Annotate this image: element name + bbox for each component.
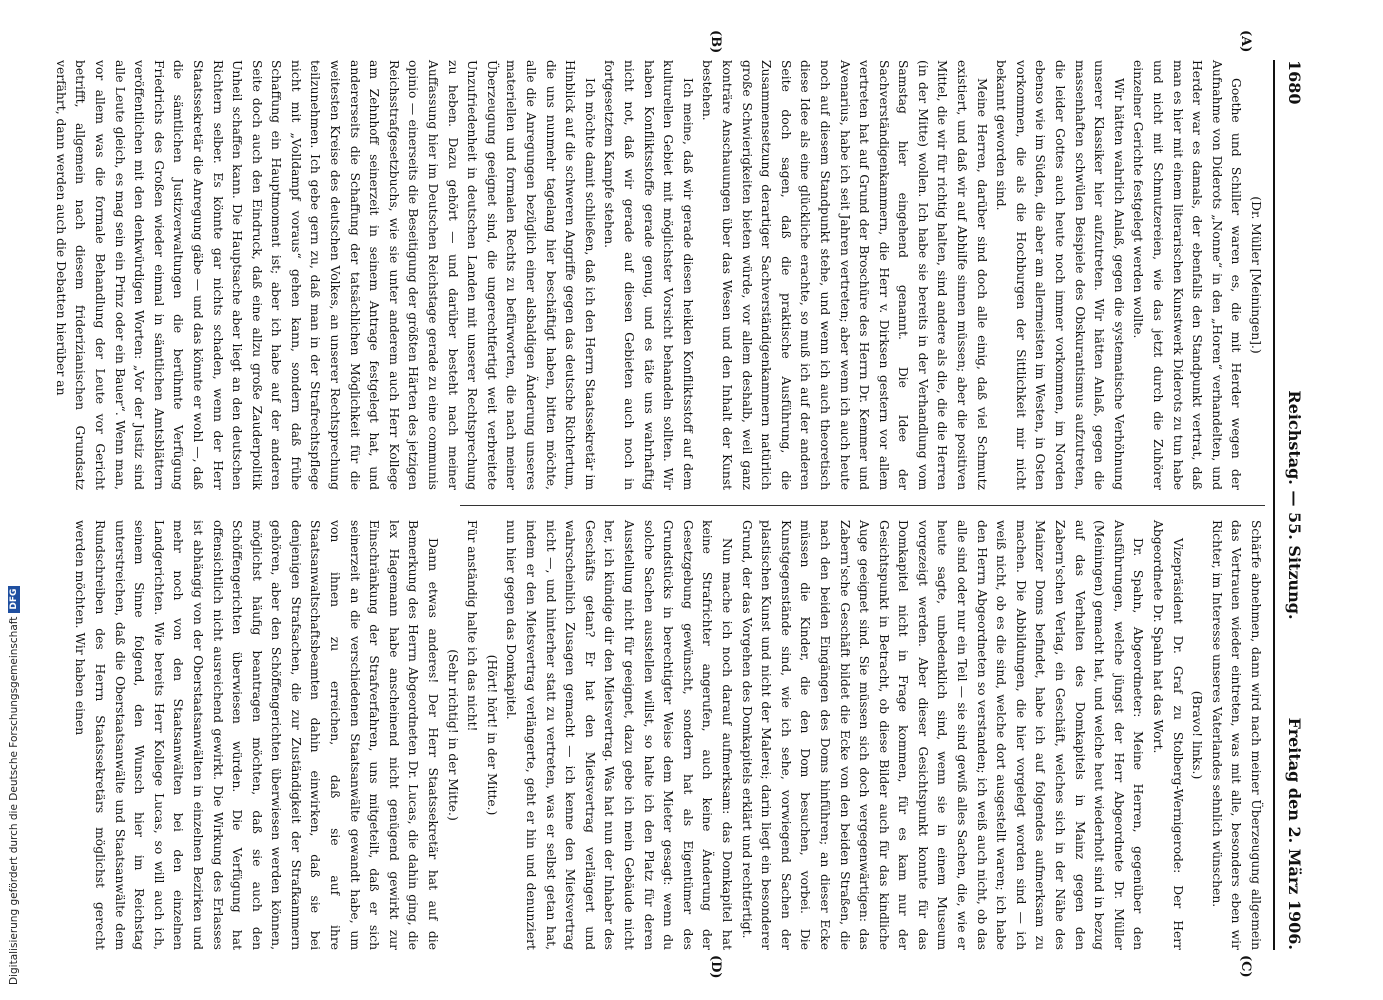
paragraph: Goethe und Schiller waren es, die mit Herder wegen der Aufnahme von Diderots „Nonne“ in den „Horen“ verhandelten, und Herder war es damals, der ebenfalls den Standpunkt vertrat, daß man es hier mit einem literarischen Kunstwerk Diderots zu tun habe und nicht mit Schmutzereien, wie das jetzt durch die Zuhörer einzelner Gerichte festgelegt werden wollte. [1131,60,1244,490]
interjection: (Bravo! links.) [1190,690,1205,780]
credit-text: Digitalisierung gefördert durch die Deutsche Forschungsgemeinschaft [8,616,20,985]
digitization-credit [8,586,20,985]
paragraph: Dann etwas anderes! Der Herr Staatssekretär hat auf die Bemerkung des Herrn Abgeordneten Dr. Lucas, die dahin ging, die lex Hagemann habe anscheinend nicht genügend gewirkt zur Einschränkung der Strafverfahren, uns mitgeteilt, daß er sich seinerzeit an die verschiedenen Staatsanwälte gewandt habe, um von ihnen zu erreichen, daß sie auf ihre Staatsanwaltschaftsbeamten dahin einwirken, daß sie bei denjenigen Strafsachen, die zur Zuständigkeit der Strafkammern gehören, aber den Schöffengerichten überwiesen werden können, möglichst häufig beantragen möchten, daß sie auch den Schöffengerichten überwiesen würden. Die Verfügung hat offensichtlich nicht ausreichend gewirkt. Die Wirkung des Erlasses ist abhängig von der Oberstaatsanwälten in einzelnen Bezirken und mehr noch von den Staatsanwälten bei den einzelnen Landgerichten. Wie bereits Herr Kollege Lucas, so will auch ich, seinem Sinne folgend, den Wunsch hier im Reichstag unterstreichen, daß die Oberstaatsanwälte und Staatsanwälte dem Rundschreiben des Herrn Staatssekretärs möglichst gerecht werden möchten. Wir haben einen [73,520,441,950]
margin-mark-a: (A) [1238,30,1253,53]
margin-mark-c: (C) [1238,955,1253,978]
paragraph: Wir hätten wahrlich Anlaß, gegen die systematische Verhöhnung unserer Klassiker hier aufzutreten. Wir hätten Anlaß, gegen die massenhaften schwülen Beispiele des Obskurantismus aufzutreten, die leider Gottes auch heute noch immer vorkommen, im Norden ebenso wie im Süden, die aber am allermeisten im Westen, in Osten vorkommen, die als die Hochburgen der Sittlichkeit mir nicht bekannt geworden sind. [994,60,1126,490]
header-date: Freitag den 2. März 1906. [1285,717,1304,950]
paragraph: Schärfe abnehmen, dann wird nach meiner Überzeugung allgemein das Vertrauen wieder eintreten, was mit alle, besonders eben wir Richter, im Interesse unseres Vaterlandes sehnlich wünschen. [1209,520,1263,950]
page-header [1278,60,1308,950]
page-number: 1680 [1285,60,1304,105]
interjection: (Hört! hört! in der Mitte.) [484,654,499,816]
header-title: Reichstag. — 55. Sitzung. [1285,390,1304,620]
margin-mark-d: (D) [708,955,723,979]
interjection: (Sehr richtig! in der Mitte.) [445,649,460,821]
margin-mark-b: (B) [708,30,723,54]
paragraph: Ich möchte damit schließen, daß ich den Herrn Staatssekretär im Hinblick auf die schweren Angriffe gegen das deutsche Richtertum, die uns nunmehr tagelang hier beschäftigt haben, bitten möchte, alle die Anregungen bezüglich einer alsbaldigen Änderung unseres materiellen und formalen Rechts zu befürworten, die nach meiner Überzeugung geeignet sind, die ungerechtfertigt weit verbreitete Unzufriedenheit in deutschen Landen mit unserer Rechtsprechung zu heben. Dazu gehört — und darüber besteht nach meiner Auffassung hier im Deutschen Reichstage gerade zu eine communis opinio — einerseits die Beseitigung der größten Härten des jetzigen Reichsstrafgesetzbuchs, wie sie unter anderem auch Herr Kollege am Zehnhoff seinerzeit in seinem Antrage festgelegt hat, und andererseits die Schaffung der tatsächlichen Möglichkeit für die weitesten Kreise des deutschen Volkes, an unserer Rechtsprechung teilzunehmen. Ich gebe gern zu, daß man in der Strafrechtspflege nicht mit „Volldampf voraus“ gehen kann, sondern daß frühe Schaffung ein Hauptmoment ist; aber ich habe auf der anderen Seite doch auch den Eindruck, daß eine allzu große Zauderpolitik Unheil schaffen kann. Die Hauptsache aber liegt an den deutschen Richtern selber. Es könnte gar nichts schaden, wenn der Herr Staatssekretär die Anregung gäbe — und das könnte er wohl —, daß die sämtlichen Justizverwaltungen die berühmte Verfügung Friedrichs des Großen wieder einmal in sämtlichen Amtsblättern veröffentlichen mit den denkwürdigen Worten: „Vor der Justiz sind alle Leute gleich, es mag sein ein Prinz oder ein Bauer“. Wenn man, vor allem was die formale Behandlung der Leute vor Gericht betrifft, allgemein nach diesem friderizianischen Grundsatz verfährt, dann werden auch die Debatten hierüber an [53,60,597,490]
dfg-logo: DFG [8,586,20,613]
paragraph: Vizepräsident Dr. Graf zu Stolberg-Wernigerode: Der Herr Abgeordnete Dr. Spahn hat das Wort. [1151,520,1185,950]
left-column [53,60,1265,490]
column-divider [460,505,1265,506]
speaker-line: (Dr. Müller [Meiningen].) [1249,196,1263,354]
paragraph: Ich meine, daß wir gerade diesen heiklen Konfliktsstoff auf dem kulturellen Gebiet mit möglichster Vorsicht behandeln sollten. Wir haben Konfliktsstoffe gerade genug, und es täte uns wahrhaftig nicht not, daß wir gerade auf diesen Gebieten auch noch in fortgesetztem Kampfe stehen. [602,60,695,490]
right-column [73,520,1265,950]
paragraph: Meine Herren, darüber sind doch alle einig, daß viel Schmutz existiert, und daß wir auf Abhilfe sinnen müssen; aber die positiven Mittel, die wir für richtig halten, sind andere als die, die die Herren (in der Mitte) wollen. Ich habe sie bereits in der Verhandlung vom Samstag hier eingehend genannt. Die Idee der Sachverständigenkammern, die Herr v. Dirksen gestern vor allem vertreten hat auf Grund der Broschüre des Herrn Dr. Kemmer und Avenarius, habe ich seit Jahren vertreten; aber wenn ich auch heute noch auf diesem Standpunkt stehe, und wenn ich auch theoretisch diese Idee als eine glückliche erachte, so muß ich auf der anderen Seite doch sagen, daß die praktische Ausführung, die Zusammensetzung derartiger Sachverständigenkammern natürlich große Schwierigkeiten bieten würde, vor allem deshalb, weil ganz konträre Anschauungen über das Wesen und den Inhalt der Kunst bestehen. [700,60,989,490]
header-rule [1273,60,1275,950]
paragraph: Für anständig halte ich das nicht! [465,520,480,732]
paragraph: Dr. Spahn, Abgeordneter: Meine Herren, gegenüber den Ausführungen, welche jüngst der Herr Abgeordnete Dr. Müller (Meiningen) gemacht hat, und welche heut wiederholt sind in bezug auf das Verhalten des Domkapitels in Mainz gegen den Zabern'schen Verlag, ein Geschäft, welches sich in der Nähe des Mainzer Doms befindet, habe ich auf folgendes aufmerksam zu machen. Die Abbildungen, die hier vorgelegt worden sind — ich weiß nicht, ob es die sind, welche dort ausgestellt waren; ich habe den Herrn Abgeordneten so verstanden; ich weiß auch nicht, ob das alle sind oder nur ein Teil — sie sind gewiß alles Sachen, die, wie er heute sagte, unbedenklich sind, wenn sie in einem Museum vorgezeigt werden. Aber dieser Gesichtspunkt konnte für das Domkapitel nicht in Frage kommen, für es kam nur der Gesichtspunkt in Betracht, ob diese Bilder auch für das kindliche Auge geeignet sind. Sie müssen sich doch vergegenwärtigen: das Zabern'sche Geschäft bildet die Ecke von den beiden Straßen, die nach den beiden Eingängen des Doms hinführen; an dieser Ecke müssen die Kinder, die den Dom besuchen, vorbei. Die Kunstgegenstände sind, wie ich sehe, vorwiegend Sachen der plastischen Kunst und nicht der Malerei; darin liegt ein besonderer Grund, der das Vorgehen des Domkapitels erklärt und rechtfertigt. [739,520,1146,950]
paragraph: Nun mache ich noch darauf aufmerksam: das Domkapitel hat keine Strafrichter angerufen, auch keine Änderung der Gesetzgebung gewünscht, sondern hat als Eigentümer des Grundstücks in berechtigter Weise dem Mieter gesagt: wenn du solche Sachen ausstellen willst, so halte ich den Platz für deren Ausstellung nicht für geeignet, dazu gebe ich mein Gebäude nicht her, ich kündige dir den Mietsvertrag. Was hat nun der Inhaber des Geschäfts getan? Er hat den Mietsvertrag verlängert und wahrscheinlich Zusagen gemacht — ich kenne den Mietsvertrag nicht —, und hinterher statt zu vertreten, was er selbst getan hat, indem er den Mietsvertrag verlängerte, geht er hin und denunziert nun hier gegen das Domkapitel. [504,520,734,950]
